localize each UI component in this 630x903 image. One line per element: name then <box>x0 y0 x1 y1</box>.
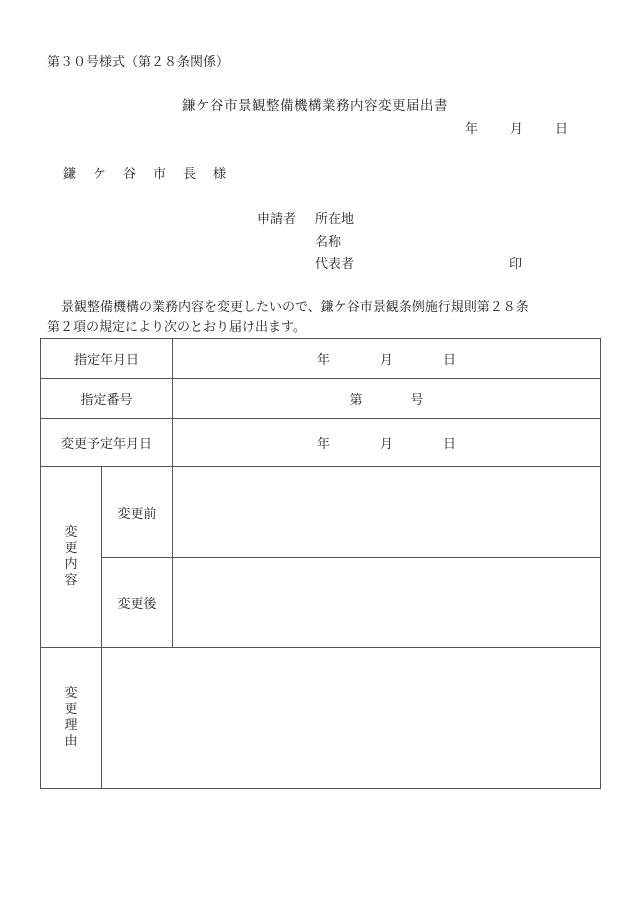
row-designation-date <box>41 339 601 379</box>
date-day: 日 <box>554 122 568 137</box>
submission-date <box>465 118 568 137</box>
number-prefix: 第 <box>349 393 363 408</box>
document-title: 鎌ケ谷市景観整備機構業務内容変更届出書 <box>182 98 448 114</box>
row-change-after <box>41 558 601 648</box>
designation-year: 年 <box>316 353 330 368</box>
number-suffix: 号 <box>410 393 424 408</box>
change-content-label-cell <box>41 467 102 648</box>
row-designation-number <box>41 379 601 419</box>
row-change-before <box>41 467 601 558</box>
designation-date-field[interactable] <box>173 339 601 379</box>
date-year: 年 <box>464 122 478 137</box>
body-line-1: 景観整備機構の業務内容を変更したいので、鎌ケ谷市景観条例施行規則第２８条 <box>61 300 529 315</box>
applicant-label: 申請者 <box>257 212 297 227</box>
change-month: 月 <box>380 437 394 452</box>
notification-form-table <box>40 338 601 789</box>
location-label: 所在地 <box>315 212 355 227</box>
change-reason-label: 変更理由 <box>64 686 78 749</box>
change-after-field[interactable] <box>173 558 601 648</box>
designation-day: 日 <box>443 353 457 368</box>
change-content-label: 変更内容 <box>64 525 78 588</box>
planned-change-date-label: 変更予定年月日 <box>41 419 173 467</box>
designation-number-field[interactable] <box>173 379 601 419</box>
planned-change-date-field[interactable] <box>173 419 601 467</box>
body-line-2: 第２項の規定により次のとおり届け出ます。 <box>47 320 306 335</box>
change-year: 年 <box>316 437 330 452</box>
change-before-label: 変更前 <box>102 467 173 558</box>
seal-mark: 印 <box>509 257 523 272</box>
form-number: 第３０号様式（第２８条関係） <box>47 55 230 70</box>
change-reason-field[interactable] <box>102 648 601 789</box>
notification-body <box>47 298 595 338</box>
change-reason-label-cell <box>41 648 102 789</box>
representative-label: 代表者 <box>315 257 355 272</box>
designation-month: 月 <box>380 353 394 368</box>
addressee: 鎌ケ谷市長様 <box>63 167 244 182</box>
designation-date-label: 指定年月日 <box>41 339 173 379</box>
change-after-label: 変更後 <box>102 558 173 648</box>
row-change-reason <box>41 648 601 789</box>
row-planned-change-date <box>41 419 601 467</box>
name-label: 名称 <box>315 235 342 250</box>
change-before-field[interactable] <box>173 467 601 558</box>
designation-number-label: 指定番号 <box>41 379 173 419</box>
date-month: 月 <box>509 122 523 137</box>
change-day: 日 <box>443 437 457 452</box>
